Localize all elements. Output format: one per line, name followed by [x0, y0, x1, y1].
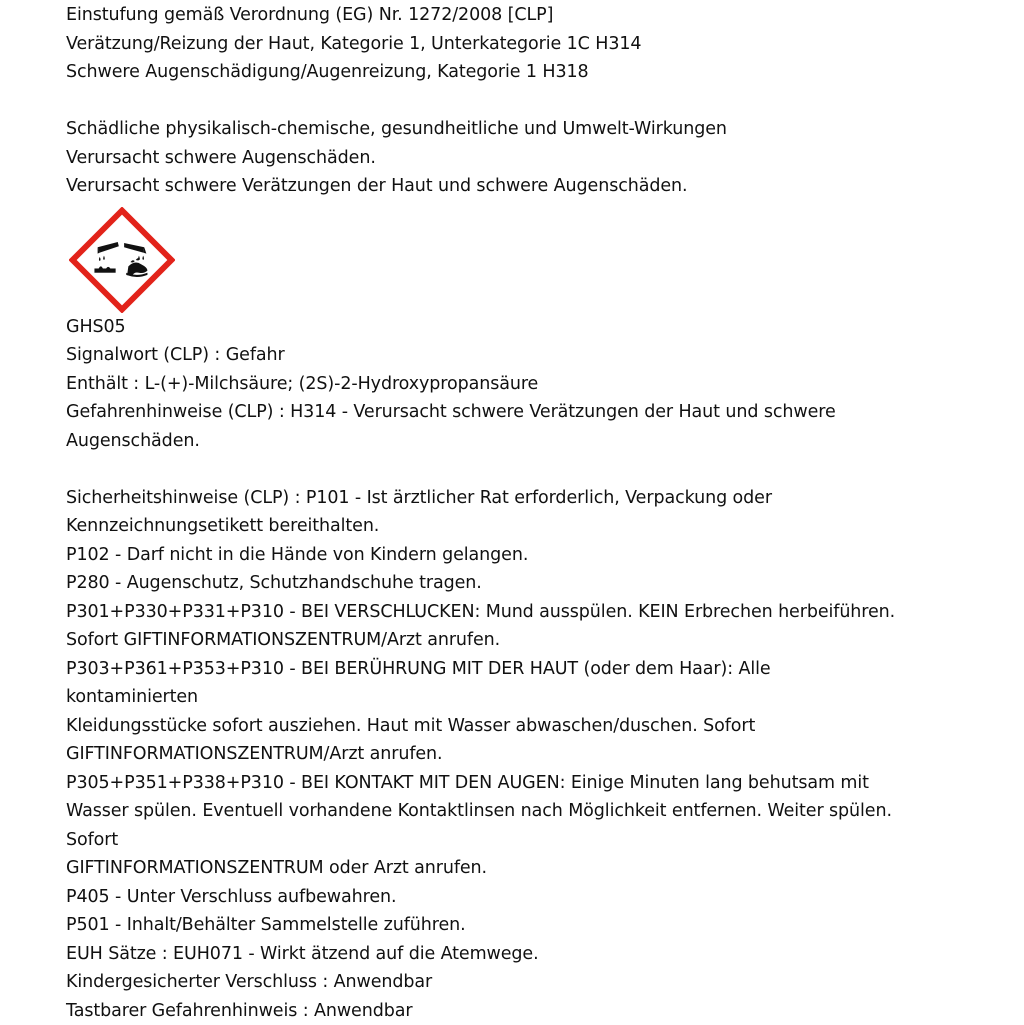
hazard-statement: Gefahrenhinweise (CLP) : H314 - Verursacht schwere Verätzungen der Haut und schwere: [66, 398, 966, 427]
precautionary-line: P280 - Augenschutz, Schutzhandschuhe tragen.: [66, 569, 966, 598]
precautionary-line: P102 - Darf nicht in die Hände von Kindern gelangen.: [66, 541, 966, 570]
precautionary-line: Sofort GIFTINFORMATIONSZENTRUM/Arzt anrufen.: [66, 626, 966, 655]
precautionary-line: Kennzeichnungsetikett bereithalten.: [66, 512, 966, 541]
child-resistant-closure: Kindergesicherter Verschluss : Anwendbar: [66, 968, 966, 997]
spacer: [66, 455, 966, 484]
sds-label-section: [66, 1, 966, 1025]
precautionary-line: GIFTINFORMATIONSZENTRUM/Arzt anrufen.: [66, 740, 966, 769]
signal-word: Signalwort (CLP) : Gefahr: [66, 341, 966, 370]
classification-item: Verätzung/Reizung der Haut, Kategorie 1, Unterkategorie 1C H314: [66, 30, 966, 59]
hazard-statement-cont: Augenschäden.: [66, 427, 966, 456]
precautionary-line: Sicherheitshinweise (CLP) : P101 - Ist ärztlicher Rat erforderlich, Verpackung oder: [66, 484, 966, 513]
ghs05-corrosion-icon: [69, 207, 175, 313]
effects-item: Verursacht schwere Augenschäden.: [66, 144, 966, 173]
precautionary-line: Sofort: [66, 826, 966, 855]
precautionary-line: P303+P361+P353+P310 - BEI BERÜHRUNG MIT DER HAUT (oder dem Haar): Alle: [66, 655, 966, 684]
precautionary-line: GIFTINFORMATIONSZENTRUM oder Arzt anrufen.: [66, 854, 966, 883]
precautionary-line: Wasser spülen. Eventuell vorhandene Kontaktlinsen nach Möglichkeit entfernen. Weiter spülen.: [66, 797, 966, 826]
precautionary-line: P301+P330+P331+P310 - BEI VERSCHLUCKEN: Mund ausspülen. KEIN Erbrechen herbeiführen.: [66, 598, 966, 627]
pictogram-code: GHS05: [66, 313, 966, 342]
classification-heading: Einstufung gemäß Verordnung (EG) Nr. 1272/2008 [CLP]: [66, 1, 966, 30]
effects-item: Verursacht schwere Verätzungen der Haut und schwere Augenschäden.: [66, 172, 966, 201]
hazard-pictogram: [66, 201, 966, 313]
precautionary-line: kontaminierten: [66, 683, 966, 712]
tactile-warning: Tastbarer Gefahrenhinweis : Anwendbar: [66, 997, 966, 1025]
spacer: [66, 87, 966, 116]
precautionary-line: P501 - Inhalt/Behälter Sammelstelle zuführen.: [66, 911, 966, 940]
effects-heading: Schädliche physikalisch-chemische, gesundheitliche und Umwelt-Wirkungen: [66, 115, 966, 144]
precautionary-line: Kleidungsstücke sofort ausziehen. Haut mit Wasser abwaschen/duschen. Sofort: [66, 712, 966, 741]
precautionary-line: P405 - Unter Verschluss aufbewahren.: [66, 883, 966, 912]
euh-statement: EUH Sätze : EUH071 - Wirkt ätzend auf die Atemwege.: [66, 940, 966, 969]
precautionary-line: P305+P351+P338+P310 - BEI KONTAKT MIT DEN AUGEN: Einige Minuten lang behutsam mit: [66, 769, 966, 798]
classification-item: Schwere Augenschädigung/Augenreizung, Kategorie 1 H318: [66, 58, 966, 87]
contains-ingredients: Enthält : L-(+)-Milchsäure; (2S)-2-Hydroxypropansäure: [66, 370, 966, 399]
